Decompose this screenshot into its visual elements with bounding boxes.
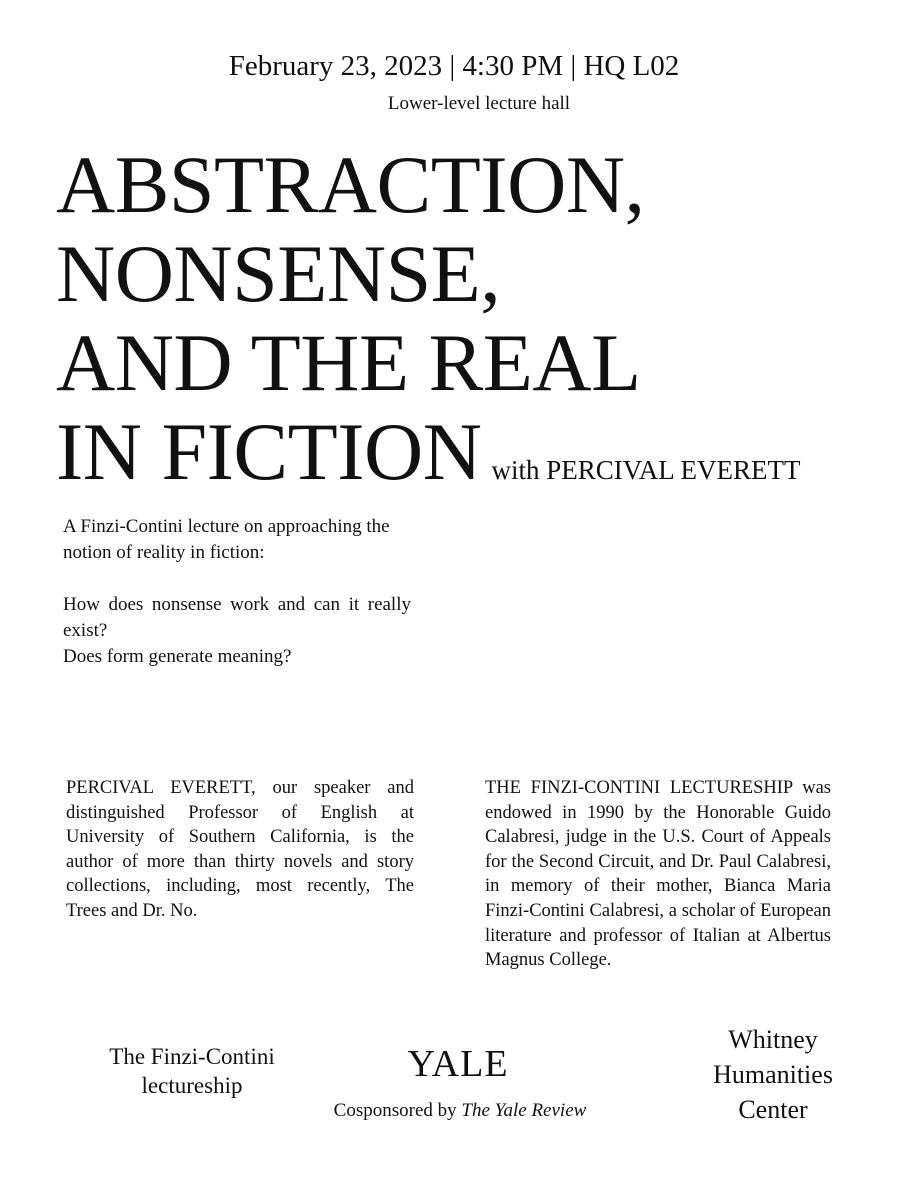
whitney-humanities-center-logo [688, 1022, 858, 1127]
title-line-2: NONSENSE, [56, 228, 501, 319]
logo-line-2: lectureship [141, 1073, 243, 1098]
cosponsor-prefix: Cosponsored by [333, 1100, 462, 1121]
speaker-tag: with PERCIVAL EVERETT [491, 455, 801, 485]
cosponsor-name: The Yale Review [461, 1100, 587, 1121]
event-date-time-location: February 23, 2023 | 4:30 PM | HQ L02 [228, 50, 680, 82]
title-line-3: AND THE REAL [56, 317, 641, 408]
intro-question-1: How does nonsense work and can it really exist? [63, 594, 411, 641]
location-note: Lower-level lecture hall [387, 93, 571, 114]
whc-line-3: Center [738, 1095, 808, 1124]
lectureship-bio: THE FINZI-CONTINI LECTURESHIP was endowed in 1990 by the Honorable Guido Calabresi, judge in the U.S. Court of Appeals for the Second Circuit, and Dr. Paul Calabresi, in memory of their mother, Bianca Maria Finzi-Contini Calabresi, a scholar of European literature and professor of Italian at Albertus Magnus College. [485, 778, 831, 971]
title-line-4: IN FICTION [56, 406, 482, 497]
intro-text [63, 514, 411, 670]
logo-line-1: The Finzi-Contini [109, 1044, 275, 1069]
whc-line-1: Whitney [728, 1025, 818, 1054]
title-line-4-row [56, 407, 816, 515]
cosponsor-line [280, 1098, 640, 1124]
title-line-1: ABSTRACTION, [56, 139, 645, 230]
whc-line-2: Humanities [713, 1060, 833, 1089]
speaker-bio: PERCIVAL EVERETT, our speaker and distinguished Professor of English at University of Southern California, is the author of more than thirty novels and story collections, including, most recently, The Trees and Dr. No. [66, 778, 414, 921]
lecture-title [56, 140, 816, 515]
intro-summary: A Finzi-Contini lecture on approaching the notion of reality in fiction: [63, 516, 390, 563]
yale-logo: YALE [407, 1043, 509, 1085]
intro-question-2: Does form generate meaning? [63, 646, 292, 667]
finzi-contini-lectureship-logo [82, 1042, 302, 1100]
